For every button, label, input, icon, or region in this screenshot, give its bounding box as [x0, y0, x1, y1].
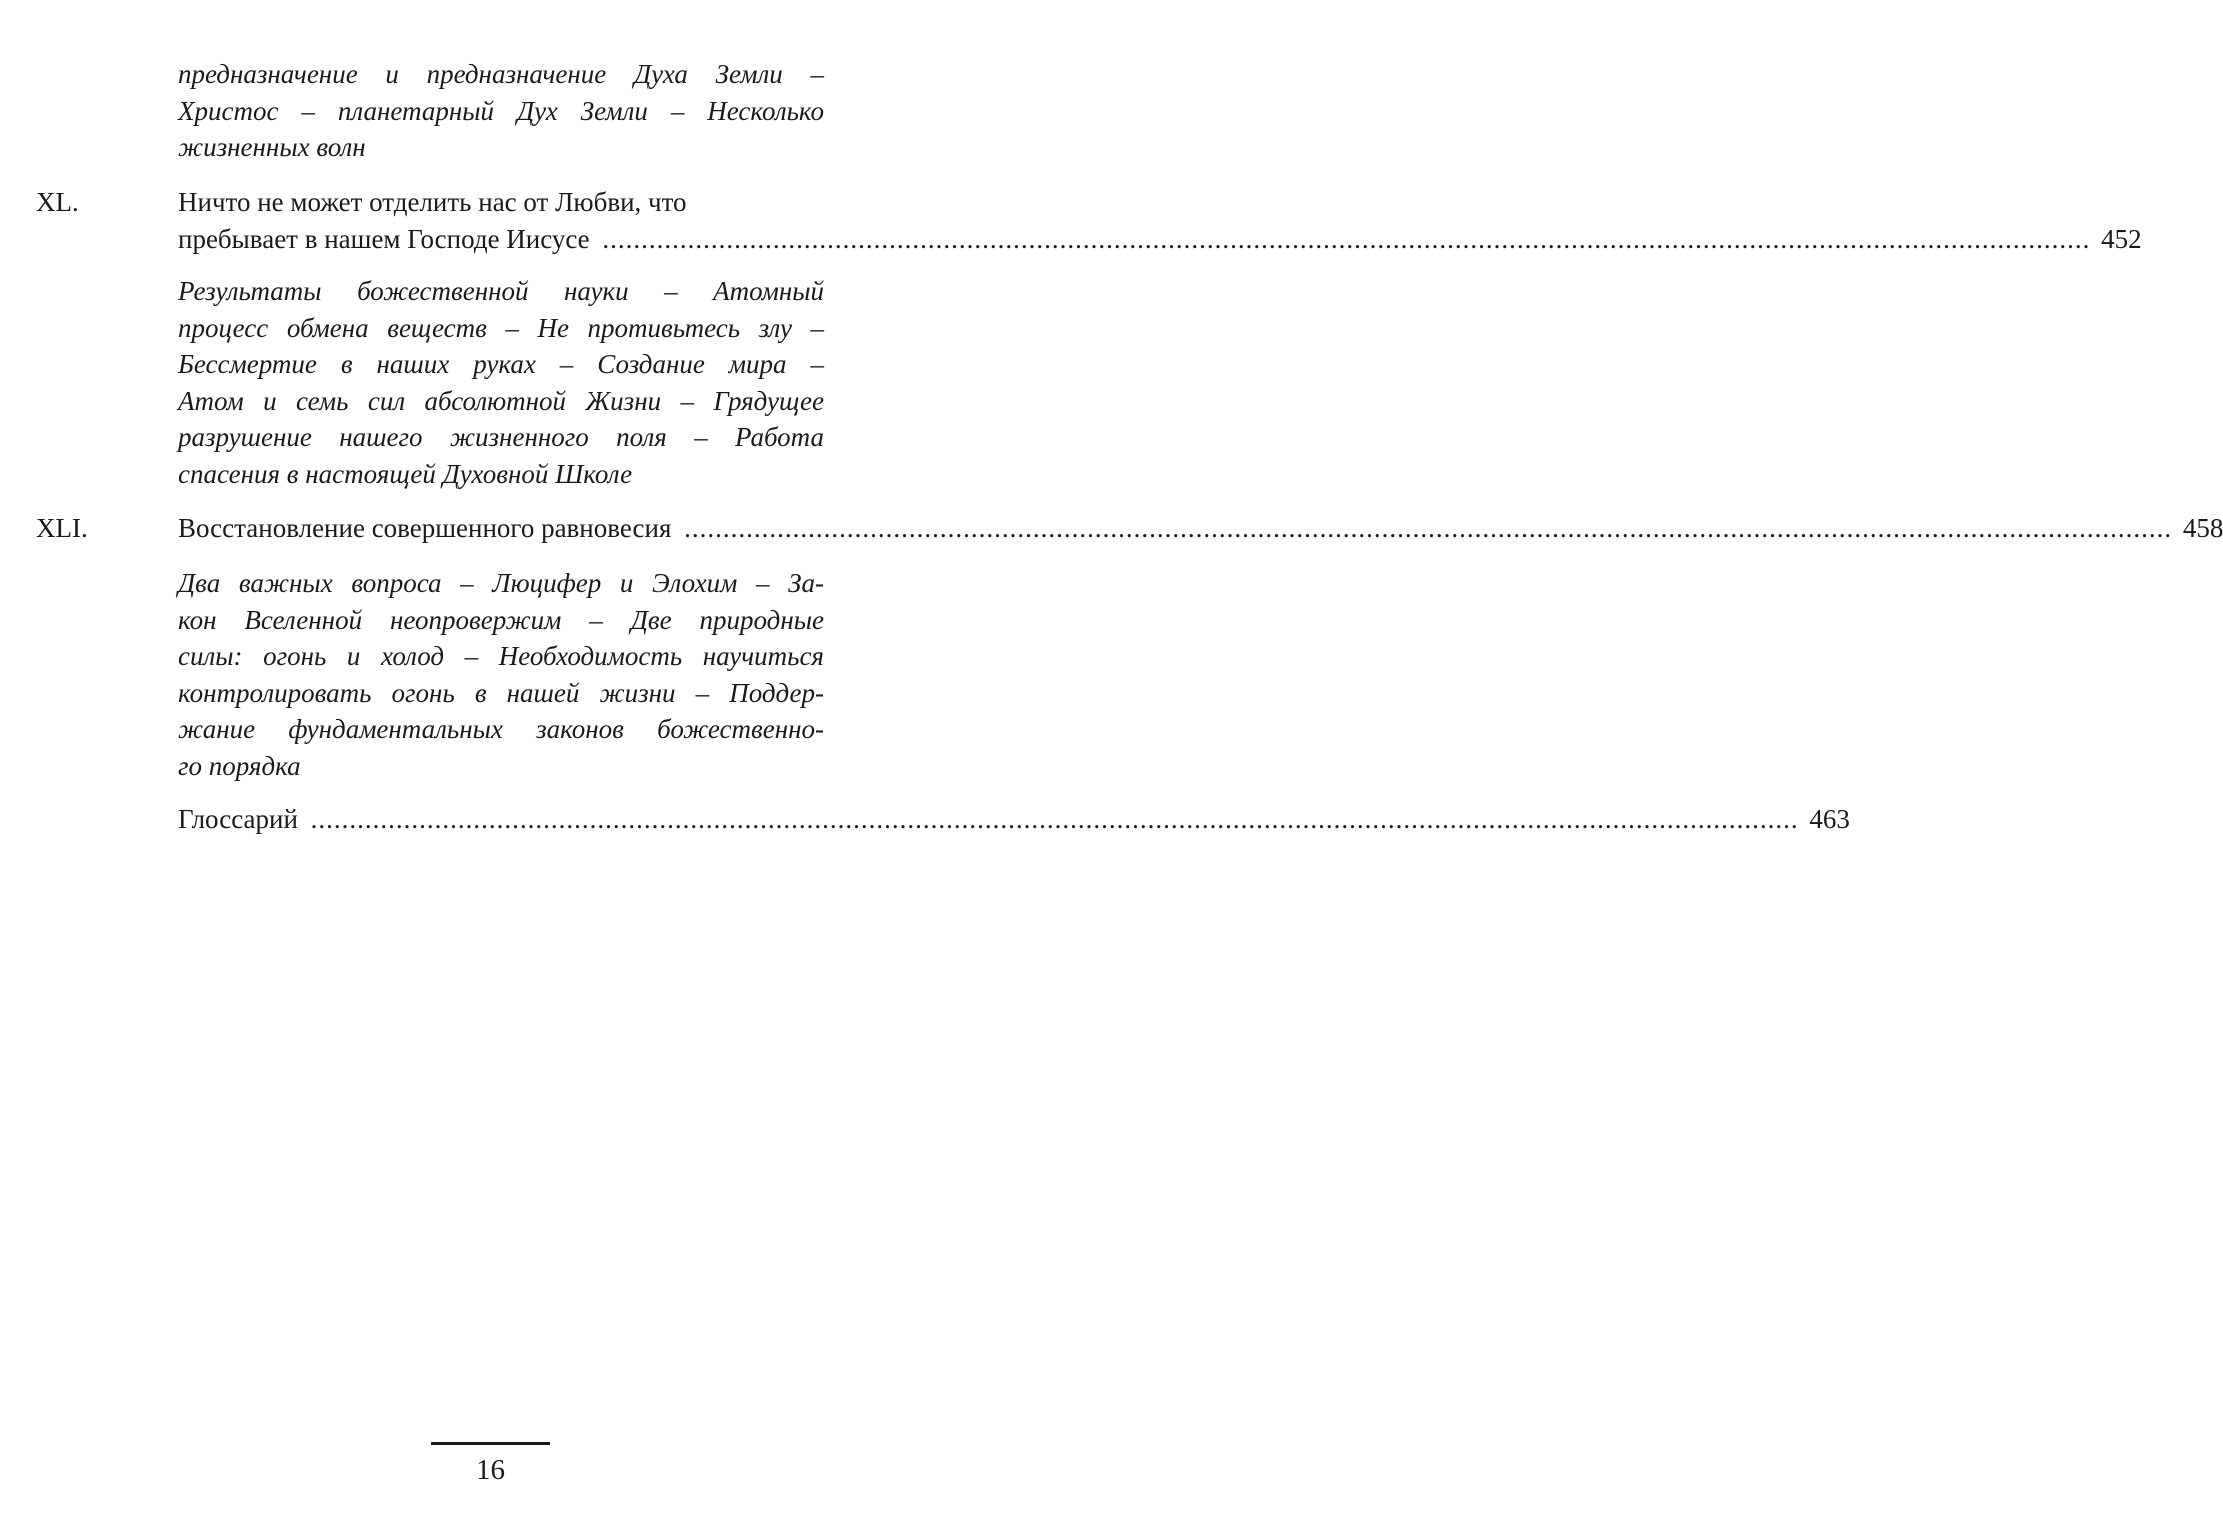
summary-line: Атом и семь сил абсолютной Жизни – Грядущее [178, 385, 824, 416]
chapter-xl-page: 452 [2101, 223, 2142, 254]
summary-line: спасения в настоящей Духовной Школе [178, 458, 633, 489]
chapter-xl-title-line2: пребывает в нашем Господе Иисусе [178, 223, 590, 254]
dot-leader [602, 224, 2090, 254]
summary-line: Бессмертие в наших руках – Создание мира – [178, 349, 824, 379]
chapter-xl-title[interactable] [178, 184, 2142, 257]
glossary-entry[interactable] [178, 801, 1850, 838]
dot-leader [684, 513, 2172, 543]
chapter-xl-entry [178, 221, 2142, 258]
chapter-xli-title[interactable] [178, 510, 2223, 547]
summary-line: кон Вселенной неопровержим – Две природные [178, 604, 824, 635]
dot-leader [311, 804, 1799, 834]
page-number: 16 [476, 1454, 505, 1486]
footer-rule [431, 1442, 550, 1445]
continuation-summary [178, 56, 824, 166]
summary-line: контролировать огонь в нашей жизни – Поддер- [178, 677, 824, 708]
chapter-xli-title-text: Восстановление совершенного равновесия [178, 513, 672, 543]
summary-line: Результаты божественной науки – Атомный [178, 276, 824, 306]
summary-line: силы: огонь и холод – Необходимость научиться [178, 641, 824, 671]
glossary-line [178, 801, 1850, 838]
summary-line: Два важных вопроса – Люцифер и Элохим – За- [178, 568, 824, 598]
summary-line: жание фундаментальных законов божественно- [178, 714, 824, 744]
summary-line: процесс обмена веществ – Не противьтесь злу – [178, 312, 824, 343]
summary-line: разрушение нашего жизненного поля – Работа [178, 422, 824, 452]
glossary-page: 463 [1809, 804, 1850, 834]
chapter-xli-page: 458 [2182, 513, 2223, 543]
summary-line: жизненных волн [178, 132, 366, 162]
chapter-xli-number: XLI. [36, 513, 88, 543]
chapter-xli-entry [178, 510, 2223, 547]
chapter-xl-summary [178, 273, 824, 492]
chapter-xl-title-line1: Ничто не может отделить нас от Любви, что [178, 187, 687, 217]
summary-line: предназначение и предназначение Духа Земли – [178, 59, 824, 89]
chapter-xli-summary [178, 565, 824, 784]
summary-line: Христос – планетарный Дух Земли – Несколько [178, 95, 824, 126]
summary-line: го порядка [178, 750, 301, 781]
glossary-title: Глоссарий [178, 804, 298, 834]
chapter-xl-number: XL. [36, 187, 79, 217]
